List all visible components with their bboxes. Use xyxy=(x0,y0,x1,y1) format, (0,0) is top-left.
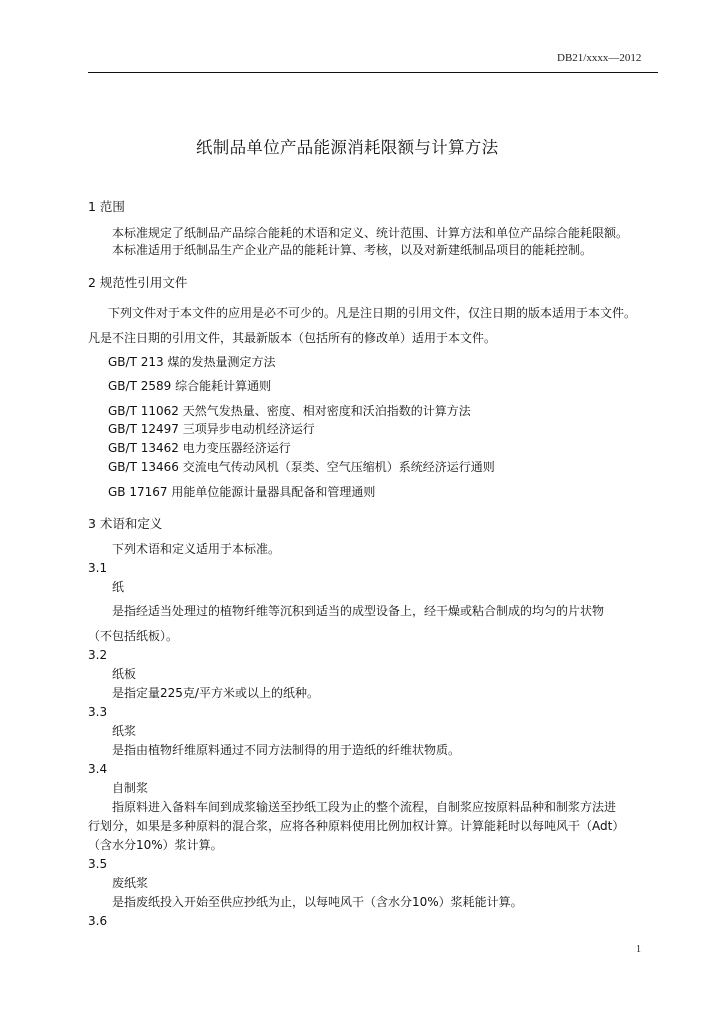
doc-code: DB21/xxxx—2012 xyxy=(557,52,642,64)
section-2-heading: 2 规范性引用文件 xyxy=(88,275,188,290)
reference-item: GB/T 2589 综合能耗计算通则 xyxy=(108,379,272,393)
term-definition: 是指定量225克/平方米或以上的纸种。 xyxy=(112,686,319,700)
term-number: 3.2 xyxy=(88,648,108,662)
term-name: 纸 xyxy=(112,580,125,594)
section-1-heading: 1 范围 xyxy=(88,199,125,214)
reference-item: GB/T 13466 交流电气传动风机（泵类、空气压缩机）系统经济运行通则 xyxy=(108,460,495,474)
page-number: 1 xyxy=(636,944,641,955)
term-number: 3.4 xyxy=(88,762,108,776)
section-1-para-1: 本标准规定了纸制品产品综合能耗的术语和定义、统计范围、计算方法和单位产品综合能耗限额。 xyxy=(112,226,629,240)
term-definition: （含水分10%）浆计算。 xyxy=(88,838,223,852)
section-2-intro-line-1: 下列文件对于本文件的应用是必不可少的。凡是注日期的引用文件，仅注日期的版本适用于本文件。 xyxy=(108,306,637,320)
term-definition: （不包括纸板）。 xyxy=(88,629,179,643)
term-definition: 是指由植物纤维原料通过不同方法制得的用于造纸的纤维状物质。 xyxy=(112,743,461,757)
term-number: 3.1 xyxy=(88,561,108,575)
section-3-heading: 3 术语和定义 xyxy=(88,516,163,531)
reference-item: GB/T 213 煤的发热量测定方法 xyxy=(108,355,276,369)
term-number: 3.5 xyxy=(88,857,108,871)
term-name: 纸板 xyxy=(112,667,137,681)
term-definition: 指原料进入备料车间到成浆输送至抄纸工段为止的整个流程，自制浆应按原料品种和制浆方法进 xyxy=(112,800,617,814)
document-title: 纸制品单位产品能源消耗限额与计算方法 xyxy=(196,138,499,157)
reference-item: GB/T 12497 三项异步电动机经济运行 xyxy=(108,422,315,436)
section-1-para-2: 本标准适用于纸制品生产企业产品的能耗计算、考核，以及对新建纸制品项目的能耗控制。 xyxy=(112,243,593,257)
header-rule xyxy=(88,72,658,73)
term-number: 3.6 xyxy=(88,914,108,928)
term-name: 纸浆 xyxy=(112,724,137,738)
reference-item: GB 17167 用能单位能源计量器具配备和管理通则 xyxy=(108,485,376,499)
term-name: 自制浆 xyxy=(112,781,149,795)
term-name: 废纸浆 xyxy=(112,876,149,890)
section-3-intro: 下列术语和定义适用于本标准。 xyxy=(112,542,281,556)
term-definition: 行划分，如果是多种原料的混合浆，应将各种原料使用比例加权计算。计算能耗时以每吨风干（Adt） xyxy=(88,819,625,833)
term-definition: 是指废纸投入开始至供应抄纸为止，以每吨风干（含水分10%）浆耗能计算。 xyxy=(112,895,523,909)
term-definition: 是指经适当处理过的植物纤维等沉积到适当的成型设备上，经干燥或粘合制成的均匀的片状物 xyxy=(112,604,605,618)
section-2-intro-line-2: 凡是不注日期的引用文件，其最新版本（包括所有的修改单）适用于本文件。 xyxy=(88,331,497,345)
term-number: 3.3 xyxy=(88,705,108,719)
reference-item: GB/T 11062 天然气发热量、密度、相对密度和沃泊指数的计算方法 xyxy=(108,404,471,418)
reference-item: GB/T 13462 电力变压器经济运行 xyxy=(108,441,291,455)
